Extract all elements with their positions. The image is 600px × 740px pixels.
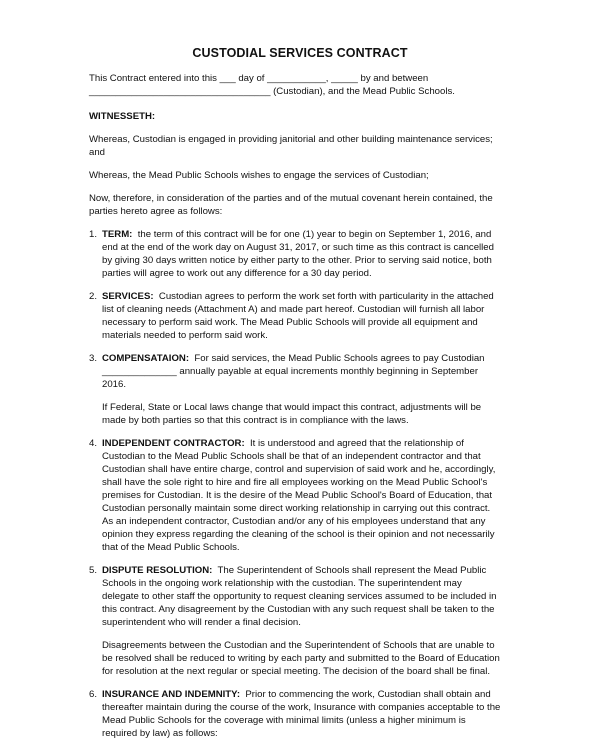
section-line: Mead Public Schools for the coverage with minimal limits (unless a higher minimum is [102, 715, 466, 726]
section-heading: COMPENSATAION: [102, 353, 190, 364]
section-heading: TERM: [102, 229, 133, 240]
whereas-paragraph: Whereas, the Mead Public Schools wishes to engage the services of Custodian; [89, 170, 429, 181]
section-line: As an independent contractor, Custodian and/or any of his employees understand that any [102, 516, 486, 527]
section-line: parties will agree to work out any difference for a 30 day period. [102, 268, 372, 279]
now-therefore-paragraph: parties hereto agree as follows: [89, 206, 223, 217]
section-line: thereafter maintain during the course of the work, Insurance with companies acceptable to the [102, 702, 501, 713]
section-number: 6. [89, 689, 98, 700]
section-line: required by law) as follows: [102, 728, 218, 739]
section-line: shall have the sole right to hire and fire all employees working on the Mead Public School's [102, 477, 488, 488]
section-number: 5. [89, 565, 98, 576]
section-compensation: COMPENSATAION: For said services, the Mead Public Schools agrees to pay Custodian [102, 353, 485, 364]
section-line: opinion they express regarding the cleaning of the school is their opinion and not necessarily [102, 529, 495, 540]
witnesseth-heading: WITNESSETH: [89, 111, 156, 122]
section-line: that of the Mead Public Schools. [102, 542, 240, 553]
section-line: necessary to perform said work. The Mead Public Schools will provide all equipment and [102, 317, 478, 328]
section-services: SERVICES: Custodian agrees to perform the work set forth with particularity in the attached [102, 291, 494, 302]
whereas-paragraph: and [89, 147, 106, 158]
section-line: If Federal, State or Local laws change that would impact this contract, adjustments will be [102, 402, 482, 413]
section-line: made by both parties so that this contract is in compliance with the laws. [102, 415, 409, 426]
section-line: end at the end of the work day on August 31, 2017, or such time as this contract is cancelled [102, 242, 494, 253]
section-number: 1. [89, 229, 98, 240]
section-number: 4. [89, 438, 98, 449]
section-heading: INDEPENDENT CONTRACTOR: [102, 438, 245, 449]
section-line: Disagreements between the Custodian and the Superintendent of Schools that are unable to [102, 640, 495, 651]
section-independent-contractor: INDEPENDENT CONTRACTOR: It is understood and agreed that the relationship of [102, 438, 464, 449]
section-line: Custodian to the Mead Public Schools shall be that of an independent contractor and that [102, 451, 481, 462]
section-line: for resolution at the next regular or special meeting. The decision of the board shall be final. [102, 666, 491, 677]
section-line: premises for Custodian. It is the desire of the Mead Public School's Board of Education, that [102, 490, 493, 501]
now-therefore-paragraph: Now, therefore, in consideration of the parties and of the mutual covenant herein contained, the [89, 193, 493, 204]
whereas-paragraph: Whereas, Custodian is engaged in providing janitorial and other building maintenance services; [89, 134, 493, 145]
section-line: Schools in the ongoing work relationship with the custodian. The superintendent may [102, 578, 462, 589]
section-line: list of cleaning needs (Attachment A) and made part hereof. Custodian will furnish all labor [102, 304, 485, 315]
section-line: Custodian personally maintain some direct working relationship in carrying out this contract. [102, 503, 491, 514]
section-dispute-resolution: DISPUTE RESOLUTION: The Superintendent of Schools shall represent the Mead Public [102, 565, 487, 576]
section-number: 2. [89, 291, 98, 302]
section-term: TERM: the term of this contract will be for one (1) year to begin on September 1, 2016, and [102, 229, 492, 240]
section-line: materials needed to perform said work. [102, 330, 268, 341]
section-line: Custodian shall have entire charge, control and supervision of said work and he, accordingly, [102, 464, 496, 475]
section-heading: INSURANCE AND INDEMNITY: [102, 689, 241, 700]
section-line: delegate to other staff the opportunity to request cleaning services assumed to be included in [102, 591, 497, 602]
document-title: CUSTODIAL SERVICES CONTRACT [192, 46, 408, 60]
section-heading: DISPUTE RESOLUTION: [102, 565, 213, 576]
section-insurance-indemnity: INSURANCE AND INDEMNITY: Prior to commencing the work, Custodian shall obtain and [102, 689, 491, 700]
section-line: superintendent who will render a final decision. [102, 617, 301, 628]
section-line: be resolved shall be reduced to writing by each party and submitted to the Board of Education [102, 653, 500, 664]
intro-line: This Contract entered into this ___ day of ___________, _____ by and between [89, 73, 429, 84]
intro-line: __________________________________ (Custodian), and the Mead Public Schools. [89, 86, 455, 97]
section-line: by giving 30 days written notice by either party to the other. Prior to serving said notice, both [102, 255, 492, 266]
section-line: ______________ annually payable at equal increments monthly beginning in September [102, 366, 479, 377]
section-line: 2016. [102, 379, 127, 390]
section-heading: SERVICES: [102, 291, 154, 302]
section-line: this contract. Any disagreement by the Custodian with any such request shall be taken to the [102, 604, 495, 615]
section-number: 3. [89, 353, 98, 364]
